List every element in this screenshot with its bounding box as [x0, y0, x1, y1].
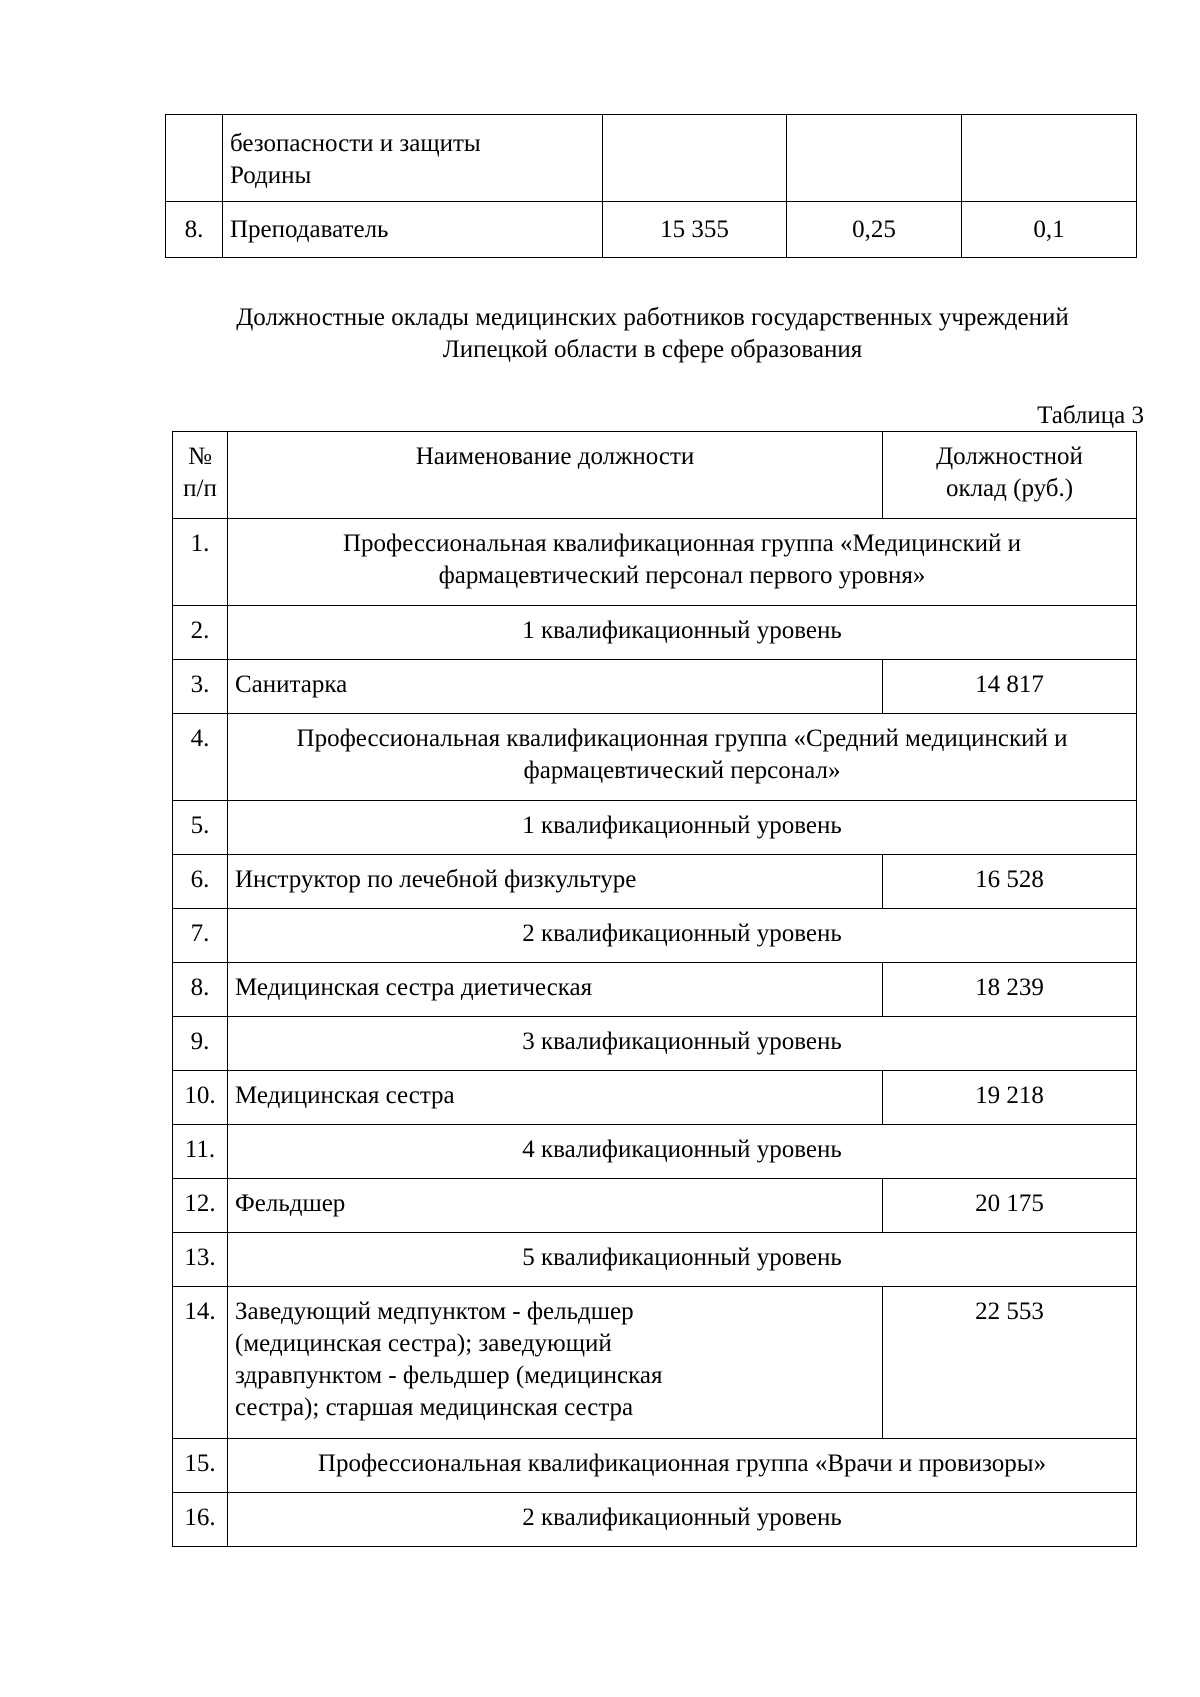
table-row	[173, 855, 1137, 909]
row-number: 15.	[173, 1439, 228, 1493]
salary-value: 19 218	[883, 1071, 1137, 1125]
value-cell	[787, 115, 962, 202]
table-row	[173, 606, 1137, 660]
position-name-line: безопасности и защиты	[230, 130, 481, 157]
group-line: фармацевтический персонал первого уровня»	[438, 562, 926, 589]
qualification-level: 1 квалификационный уровень	[228, 606, 1137, 660]
row-number: 6.	[173, 855, 228, 909]
table-row	[173, 1179, 1137, 1233]
table-row	[173, 801, 1137, 855]
row-number: 2.	[173, 606, 228, 660]
table-row	[166, 202, 1137, 258]
row-number	[166, 115, 223, 202]
header-salary-line: Должностной	[936, 443, 1083, 470]
salary-table	[172, 431, 1137, 1547]
table-row	[173, 1233, 1137, 1287]
row-number: 12.	[173, 1179, 228, 1233]
position-name-line: Заведующий медпунктом - фельдшер	[235, 1298, 634, 1325]
row-number: 11.	[173, 1125, 228, 1179]
qualification-level: 2 квалификационный уровень	[228, 909, 1137, 963]
continuation-table	[165, 114, 1137, 258]
position-name-line: Родины	[230, 162, 312, 189]
table-row	[173, 909, 1137, 963]
group-line: Профессиональная квалификационная группа «Медицинский и	[343, 530, 1021, 557]
row-number: 1.	[173, 519, 228, 606]
section-title-line: Липецкой области в сфере образования	[442, 336, 863, 363]
value-cell: 0,1	[962, 202, 1137, 258]
value-cell	[962, 115, 1137, 202]
table-label: Таблица 3	[1037, 402, 1144, 429]
value-cell: 15 355	[603, 202, 787, 258]
qualification-level: 5 квалификационный уровень	[228, 1233, 1137, 1287]
row-number: 8.	[166, 202, 223, 258]
row-number: 14.	[173, 1287, 228, 1439]
table-row	[173, 1125, 1137, 1179]
position-name	[223, 115, 603, 202]
table-row	[173, 1071, 1137, 1125]
position-name: Фельдшер	[228, 1179, 883, 1233]
position-name-line: здравпунктом - фельдшер (медицинская	[235, 1362, 663, 1389]
value-cell: 0,25	[787, 202, 962, 258]
position-name: Медицинская сестра	[228, 1071, 883, 1125]
table-row	[173, 660, 1137, 714]
header-position: Наименование должности	[228, 432, 883, 519]
table-row	[173, 1017, 1137, 1071]
table-row	[173, 1493, 1137, 1547]
position-name-line: сестра); старшая медицинская сестра	[235, 1394, 634, 1421]
header-salary	[883, 432, 1137, 519]
row-number: 13.	[173, 1233, 228, 1287]
table-row	[173, 519, 1137, 606]
table-header-row	[173, 432, 1137, 519]
table-row	[166, 115, 1137, 202]
table-row	[173, 1287, 1137, 1439]
position-name: Медицинская сестра диетическая	[228, 963, 883, 1017]
section-title-line: Должностные оклады медицинских работников государственных учреждений	[236, 304, 1069, 331]
salary-value: 22 553	[883, 1287, 1137, 1439]
position-name-line: (медицинская сестра); заведующий	[235, 1330, 612, 1357]
qualification-level: 2 квалификационный уровень	[228, 1493, 1137, 1547]
qualification-level: 3 квалификационный уровень	[228, 1017, 1137, 1071]
row-number: 7.	[173, 909, 228, 963]
position-name: Инструктор по лечебной физкультуре	[228, 855, 883, 909]
table-row	[173, 963, 1137, 1017]
qualification-group	[228, 519, 1137, 606]
table-row	[173, 1439, 1137, 1493]
qualification-level: 1 квалификационный уровень	[228, 801, 1137, 855]
salary-value: 18 239	[883, 963, 1137, 1017]
position-name	[228, 1287, 883, 1439]
row-number: 8.	[173, 963, 228, 1017]
value-cell	[603, 115, 787, 202]
qualification-group	[228, 714, 1137, 801]
position-name: Санитарка	[228, 660, 883, 714]
section-title	[165, 302, 1140, 366]
header-number-line: №	[188, 443, 212, 470]
qualification-level: 4 квалификационный уровень	[228, 1125, 1137, 1179]
row-number: 3.	[173, 660, 228, 714]
salary-value: 14 817	[883, 660, 1137, 714]
header-number-line: п/п	[183, 475, 217, 502]
table-row	[173, 714, 1137, 801]
header-salary-line: оклад (руб.)	[945, 475, 1074, 502]
group-line: фармацевтический персонал»	[523, 757, 841, 784]
position-name: Преподаватель	[223, 202, 603, 258]
row-number: 10.	[173, 1071, 228, 1125]
group-line: Профессиональная квалификационная группа «Средний медицинский и	[296, 725, 1068, 752]
row-number: 4.	[173, 714, 228, 801]
salary-value: 20 175	[883, 1179, 1137, 1233]
row-number: 16.	[173, 1493, 228, 1547]
header-number	[173, 432, 228, 519]
qualification-group: Профессиональная квалификационная группа «Врачи и провизоры»	[228, 1439, 1137, 1493]
salary-value: 16 528	[883, 855, 1137, 909]
row-number: 5.	[173, 801, 228, 855]
row-number: 9.	[173, 1017, 228, 1071]
